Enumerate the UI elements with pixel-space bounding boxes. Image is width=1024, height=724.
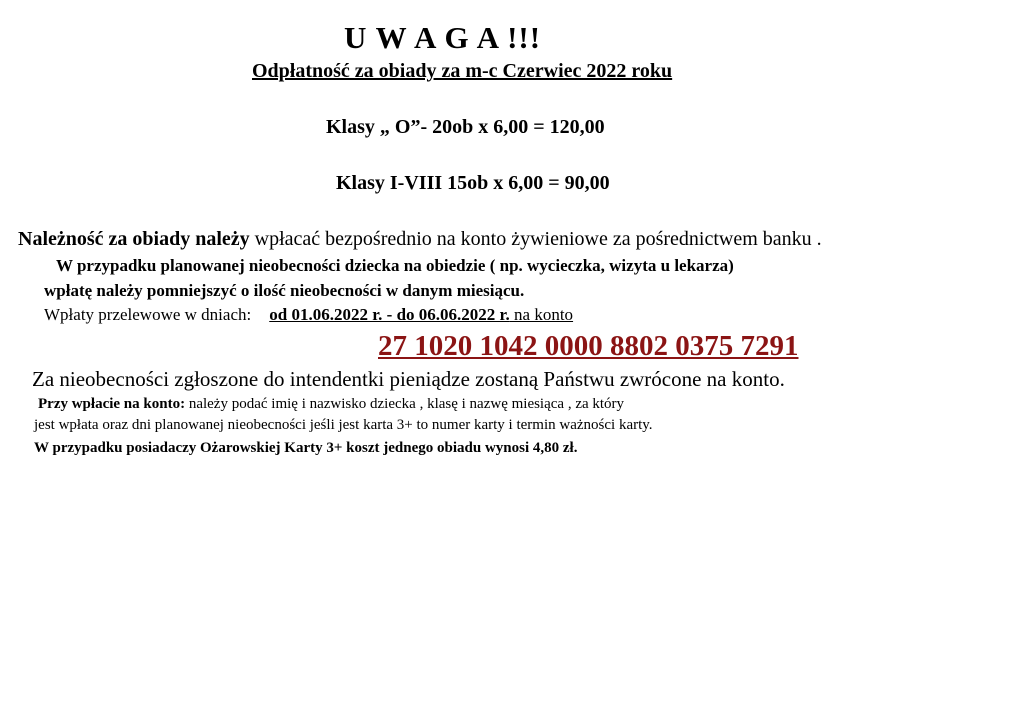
transfer-dates-line xyxy=(44,305,573,325)
payment-info xyxy=(18,228,822,251)
transfer-to-account: na konto xyxy=(509,305,574,324)
instructions-line1-rest: należy podać imię i nazwisko dziecka , klasę i nazwę miesiąca , za który xyxy=(185,396,625,412)
instructions-bold: Przy wpłacie na konto: xyxy=(38,396,186,412)
instructions-line1 xyxy=(38,396,624,413)
payment-info-bold: Należność za obiady należy xyxy=(18,228,250,250)
payment-info-rest: wpłacać bezpośrednio na konto żywieniowe za pośrednictwem banku . xyxy=(249,228,822,250)
notice-title: U W A G A !!! xyxy=(344,20,542,55)
transfer-label: Wpłaty przelewowe w dniach: xyxy=(44,305,252,324)
absence-note-line2: wpłatę należy pomniejszyć o ilość nieobecności w danym miesiącu. xyxy=(44,281,525,300)
notice-subtitle: Odpłatność za obiady za m-c Czerwiec 2022 roku xyxy=(252,60,673,82)
karta-note: W przypadku posiadaczy Ożarowskiej Karty 3+ koszt jednego obiadu wynosi 4,80 zł. xyxy=(34,440,578,456)
absence-note-line1: W przypadku planowanej nieobecności dziecka na obiedzie ( np. wycieczka, wizyta u lekarza) xyxy=(56,256,734,275)
account-number: 27 1020 1042 0000 8802 0375 7291 xyxy=(378,330,799,362)
instructions-line2: jest wpłata oraz dni planowanej nieobecności jeśli jest karta 3+ to numer karty i termin ważności karty. xyxy=(34,417,653,433)
rate-class-o: Klasy „ O”- 20ob x 6,00 = 120,00 xyxy=(326,116,605,138)
rate-class-i-viii: Klasy I-VIII 15ob x 6,00 = 90,00 xyxy=(336,172,610,194)
transfer-dates: od 01.06.2022 r. - do 06.06.2022 r. xyxy=(269,305,510,324)
refund-note: Za nieobecności zgłoszone do intendentki pieniądze zostaną Państwu zwrócone na konto. xyxy=(32,367,785,391)
